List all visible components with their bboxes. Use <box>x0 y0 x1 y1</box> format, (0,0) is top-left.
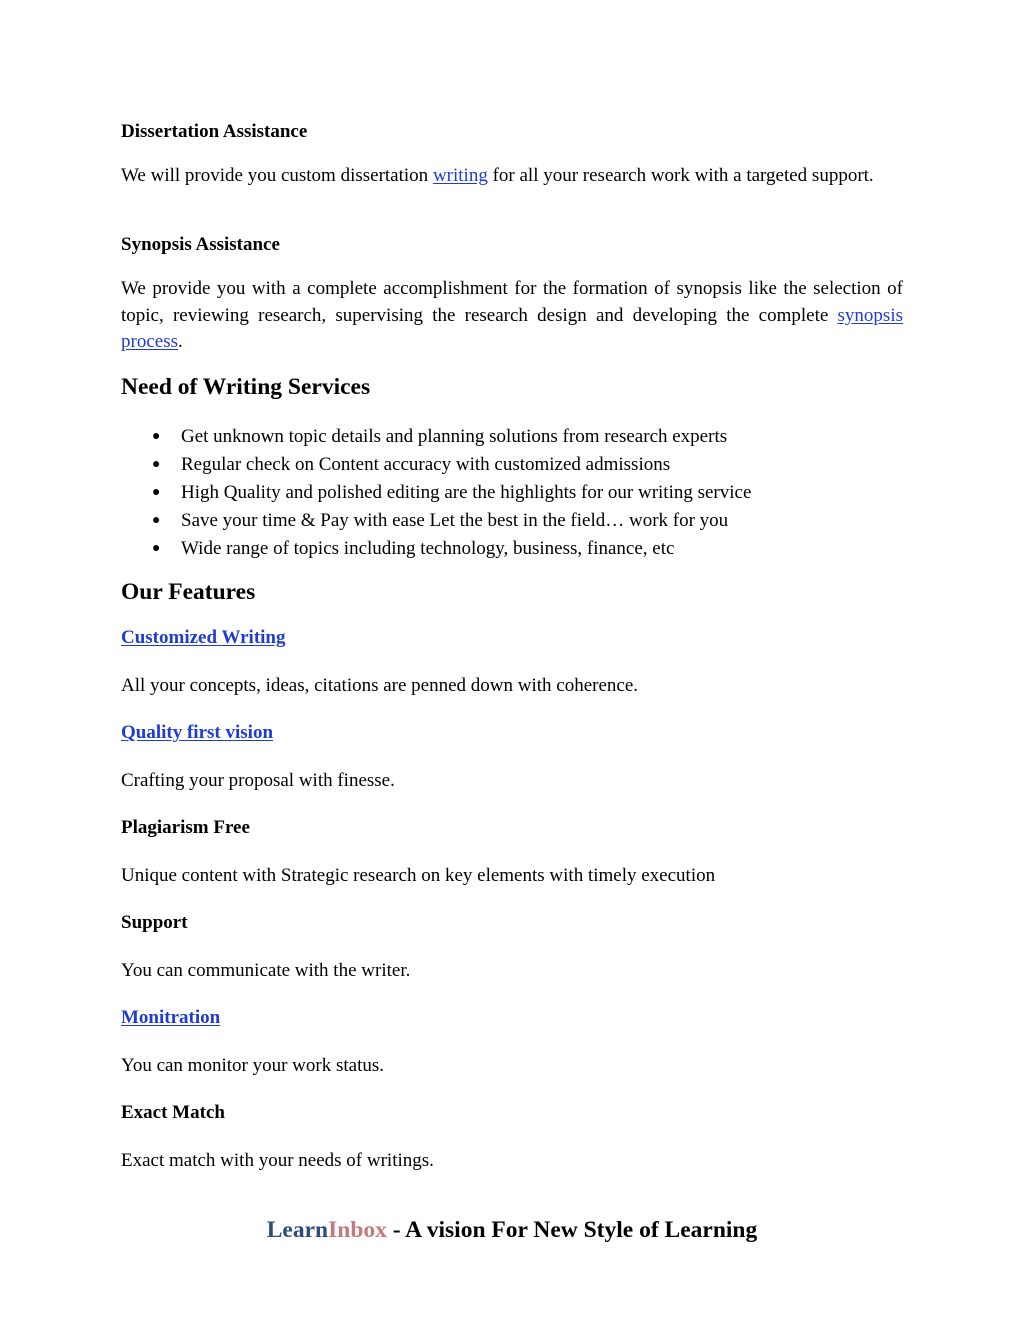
dissertation-heading: Dissertation Assistance <box>121 121 308 142</box>
list-item <box>121 535 903 563</box>
synopsis-text-before: We provide you with a complete accomplishment for the formation of synopsis like the selection of topic, reviewing research, supervising the research design and developing the complete <box>121 278 903 326</box>
support-heading: Support <box>121 912 188 933</box>
dissertation-text-after: for all your research work with a targeted support. <box>487 165 874 186</box>
synopsis-process-link[interactable]: synopsis process <box>121 304 903 352</box>
synopsis-text-after: . <box>177 331 183 352</box>
footer-brand-line <box>0 1215 1024 1245</box>
brand-learn: Learn <box>266 1217 329 1243</box>
bullet-icon: ● <box>152 457 161 472</box>
writing-link[interactable]: writing <box>432 165 488 186</box>
list-item <box>121 451 903 479</box>
customized-writing-text: All your concepts, ideas, citations are penned down with coherence. <box>121 675 639 696</box>
features-heading: Our Features <box>121 579 256 605</box>
list-item-text: Get unknown topic details and planning solutions from research experts <box>181 426 728 447</box>
list-item-text: High Quality and polished editing are the highlights for our writing service <box>181 482 752 503</box>
bullet-icon: ● <box>152 429 161 444</box>
list-item <box>121 507 903 535</box>
quality-first-vision-link[interactable]: Quality first vision <box>121 722 274 743</box>
need-list <box>121 423 903 563</box>
list-item <box>121 479 903 507</box>
document-page <box>121 0 903 1325</box>
list-item <box>121 423 903 451</box>
dissertation-text-before: We will provide you custom dissertation <box>121 165 433 186</box>
dissertation-paragraph <box>121 163 903 190</box>
plagiarism-free-text: Unique content with Strategic research on key elements with timely execution <box>121 865 716 886</box>
exact-match-text: Exact match with your needs of writings. <box>121 1150 434 1171</box>
footer-tagline: - A vision For New Style of Learning <box>386 1217 758 1243</box>
customized-writing-link[interactable]: Customized Writing <box>121 627 286 648</box>
brand-inbox: Inbox <box>328 1217 387 1243</box>
need-heading: Need of Writing Services <box>121 374 371 400</box>
synopsis-paragraph <box>121 276 903 356</box>
quality-first-vision-text: Crafting your proposal with finesse. <box>121 770 395 791</box>
synopsis-heading: Synopsis Assistance <box>121 234 280 255</box>
bullet-icon: ● <box>152 541 161 556</box>
bullet-icon: ● <box>152 485 161 500</box>
support-text: You can communicate with the writer. <box>121 960 411 981</box>
list-item-text: Wide range of topics including technology, business, finance, etc <box>181 538 675 559</box>
exact-match-heading: Exact Match <box>121 1102 225 1123</box>
plagiarism-free-heading: Plagiarism Free <box>121 817 250 838</box>
list-item-text: Regular check on Content accuracy with customized admissions <box>181 454 671 475</box>
monitration-text: You can monitor your work status. <box>121 1055 385 1076</box>
bullet-icon: ● <box>152 513 161 528</box>
list-item-text: Save your time & Pay with ease Let the best in the field… work for you <box>181 510 729 531</box>
monitration-link[interactable]: Monitration <box>121 1007 221 1028</box>
